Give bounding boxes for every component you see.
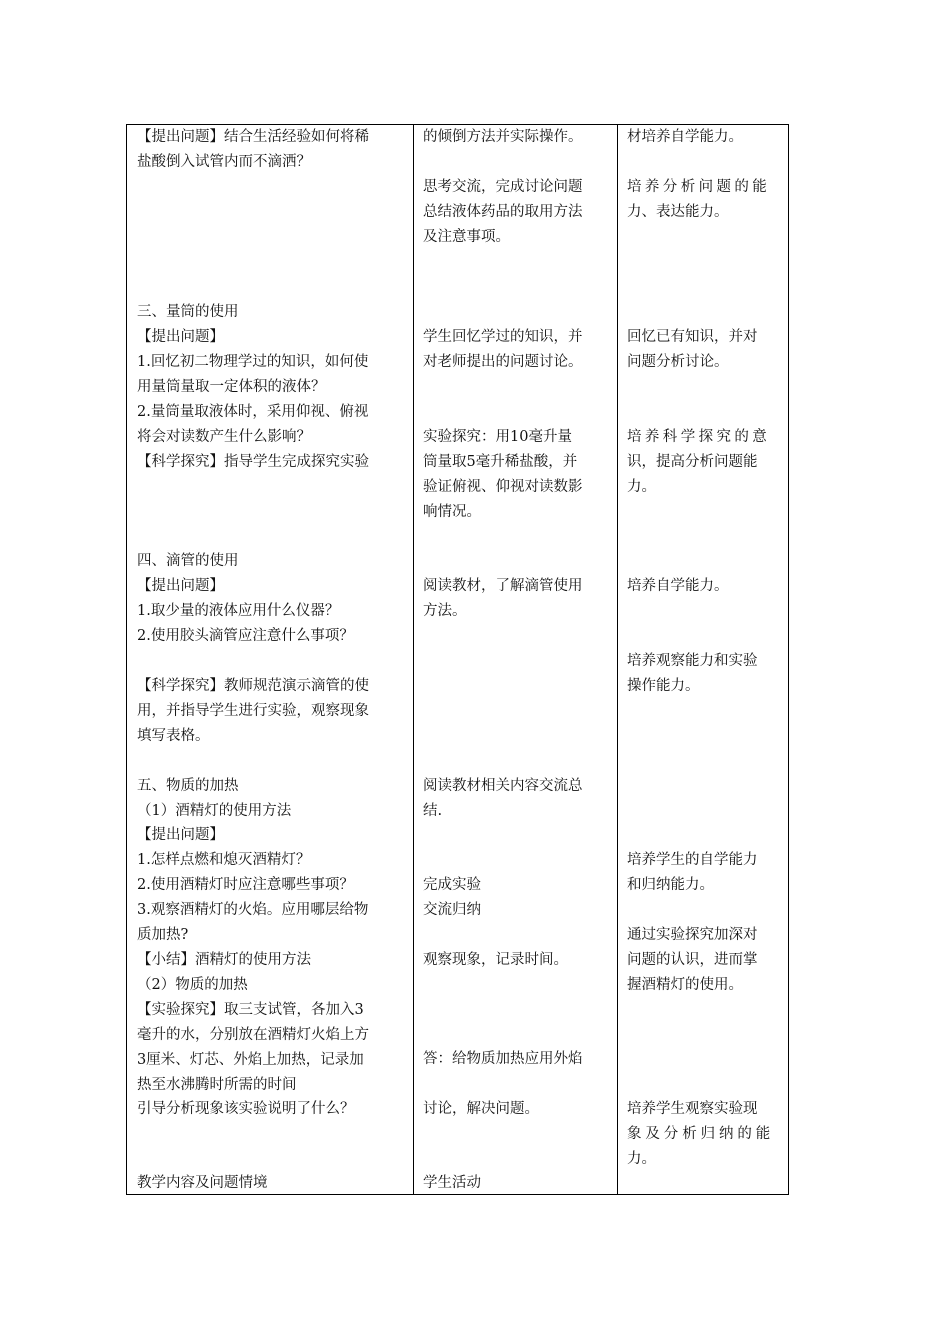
intent-line: 力。 bbox=[627, 1151, 656, 1167]
intent-line: 问题的认识，进而掌 bbox=[627, 952, 758, 968]
content-line: 【科学探究】教师规范演示滴管的使 bbox=[137, 678, 369, 694]
intent-line: 培养学生的自学能力 bbox=[627, 852, 758, 868]
intent-line: 通过实验探究加深对 bbox=[627, 927, 758, 943]
content-line: 用，并指导学生进行实验，观察现象 bbox=[137, 703, 369, 719]
section-heading: 四、滴管的使用 bbox=[137, 553, 239, 569]
column-divider-2 bbox=[617, 125, 618, 1194]
activity-line: 阅读教材，了解滴管使用 bbox=[423, 578, 583, 594]
activity-line: 观察现象，记录时间。 bbox=[423, 952, 568, 968]
content-line: （1）酒精灯的使用方法 bbox=[137, 803, 292, 819]
content-line: 【提出问题】 bbox=[137, 329, 224, 345]
content-line: 【提出问题】 bbox=[137, 578, 224, 594]
intent-line: 问题分析讨论。 bbox=[627, 354, 729, 370]
activity-line: 答：给物质加热应用外焰 bbox=[423, 1051, 583, 1067]
activity-line: 完成实验 bbox=[423, 877, 481, 893]
content-line: 1.怎样点燃和熄灭酒精灯？ bbox=[137, 852, 311, 868]
content-line: 用量筒量取一定体积的液体？ bbox=[137, 379, 326, 395]
content-line: 毫升的水，分别放在酒精灯火焰上方 bbox=[137, 1027, 369, 1043]
activity-line: 方法。 bbox=[423, 603, 467, 619]
activity-line: 结. bbox=[423, 803, 443, 819]
lesson-plan-table bbox=[126, 124, 789, 1195]
activity-line: 验证俯视、仰视对读数影 bbox=[423, 479, 583, 495]
activity-line: 实验探究：用10毫升量 bbox=[423, 429, 572, 445]
intent-line: 力。 bbox=[627, 479, 656, 495]
intent-line: 握酒精灯的使用。 bbox=[627, 977, 743, 993]
activity-line: 及注意事项。 bbox=[423, 229, 510, 245]
content-line: 2.使用酒精灯时应注意哪些事项？ bbox=[137, 877, 354, 893]
activity-line: 对老师提出的问题讨论。 bbox=[423, 354, 583, 370]
activity-line: 学生回忆学过的知识，并 bbox=[423, 329, 583, 345]
content-line: 将会对读数产生什么影响？ bbox=[137, 429, 311, 445]
intent-line: 培养分析问题的能 bbox=[627, 179, 771, 195]
content-line: 1.取少量的液体应用什么仪器？ bbox=[137, 603, 340, 619]
content-line: 质加热? bbox=[137, 927, 189, 943]
activity-line: 讨论，解决问题。 bbox=[423, 1101, 539, 1117]
section-heading: 五、物质的加热 bbox=[137, 778, 239, 794]
activity-line: 筒量取5毫升稀盐酸，并 bbox=[423, 454, 578, 470]
content-line: 填写表格。 bbox=[137, 728, 210, 744]
content-line: 【实验探究】取三支试管，各加入3 bbox=[137, 1002, 364, 1018]
intent-line: 象及分析归纳的能 bbox=[627, 1126, 775, 1142]
content-line: 【科学探究】指导学生完成探究实验 bbox=[137, 454, 369, 470]
content-line: 热至水沸腾时所需的时间 bbox=[137, 1077, 297, 1093]
content-line: 【提出问题】结合生活经验如何将稀 bbox=[137, 129, 369, 145]
intent-line: 材培养自学能力。 bbox=[627, 129, 743, 145]
activity-line: 响情况。 bbox=[423, 504, 481, 520]
column-divider-1 bbox=[413, 125, 414, 1194]
section-heading: 三、量筒的使用 bbox=[137, 304, 239, 320]
intent-line: 操作能力。 bbox=[627, 678, 700, 694]
intent-line: 和归纳能力。 bbox=[627, 877, 714, 893]
intent-line: 培养自学能力。 bbox=[627, 578, 729, 594]
content-line: （2）物质的加热 bbox=[137, 977, 248, 993]
content-line: 2.使用胶头滴管应注意什么事项？ bbox=[137, 628, 354, 644]
column-header: 学生活动 bbox=[423, 1175, 481, 1191]
activity-line: 的倾倒方法并实际操作。 bbox=[423, 129, 583, 145]
intent-line: 培养观察能力和实验 bbox=[627, 653, 758, 669]
content-line: 2.量筒量取液体时，采用仰视、俯视 bbox=[137, 404, 369, 420]
activity-line: 思考交流，完成讨论问题 bbox=[423, 179, 583, 195]
content-line: 3.观察酒精灯的火焰。应用哪层给物 bbox=[137, 902, 369, 918]
content-line: 【小结】酒精灯的使用方法 bbox=[137, 952, 311, 968]
column-header: 教学内容及问题情境 bbox=[137, 1175, 268, 1191]
intent-line: 培养学生观察实验现 bbox=[627, 1101, 758, 1117]
intent-line: 培养科学探究的意 bbox=[627, 429, 771, 445]
intent-line: 识，提高分析问题能 bbox=[627, 454, 758, 470]
content-line: 【提出问题】 bbox=[137, 827, 224, 843]
activity-line: 总结液体药品的取用方法 bbox=[423, 204, 583, 220]
activity-line: 阅读教材相关内容交流总 bbox=[423, 778, 583, 794]
content-line: 盐酸倒入试管内而不滴洒？ bbox=[137, 154, 311, 170]
content-line: 3厘米、灯芯、外焰上加热，记录加 bbox=[137, 1052, 364, 1068]
content-line: 1.回忆初二物理学过的知识，如何使 bbox=[137, 354, 369, 370]
intent-line: 力、表达能力。 bbox=[627, 204, 729, 220]
intent-line: 回忆已有知识，并对 bbox=[627, 329, 758, 345]
activity-line: 交流归纳 bbox=[423, 902, 481, 918]
content-line: 引导分析现象该实验说明了什么？ bbox=[137, 1101, 355, 1117]
